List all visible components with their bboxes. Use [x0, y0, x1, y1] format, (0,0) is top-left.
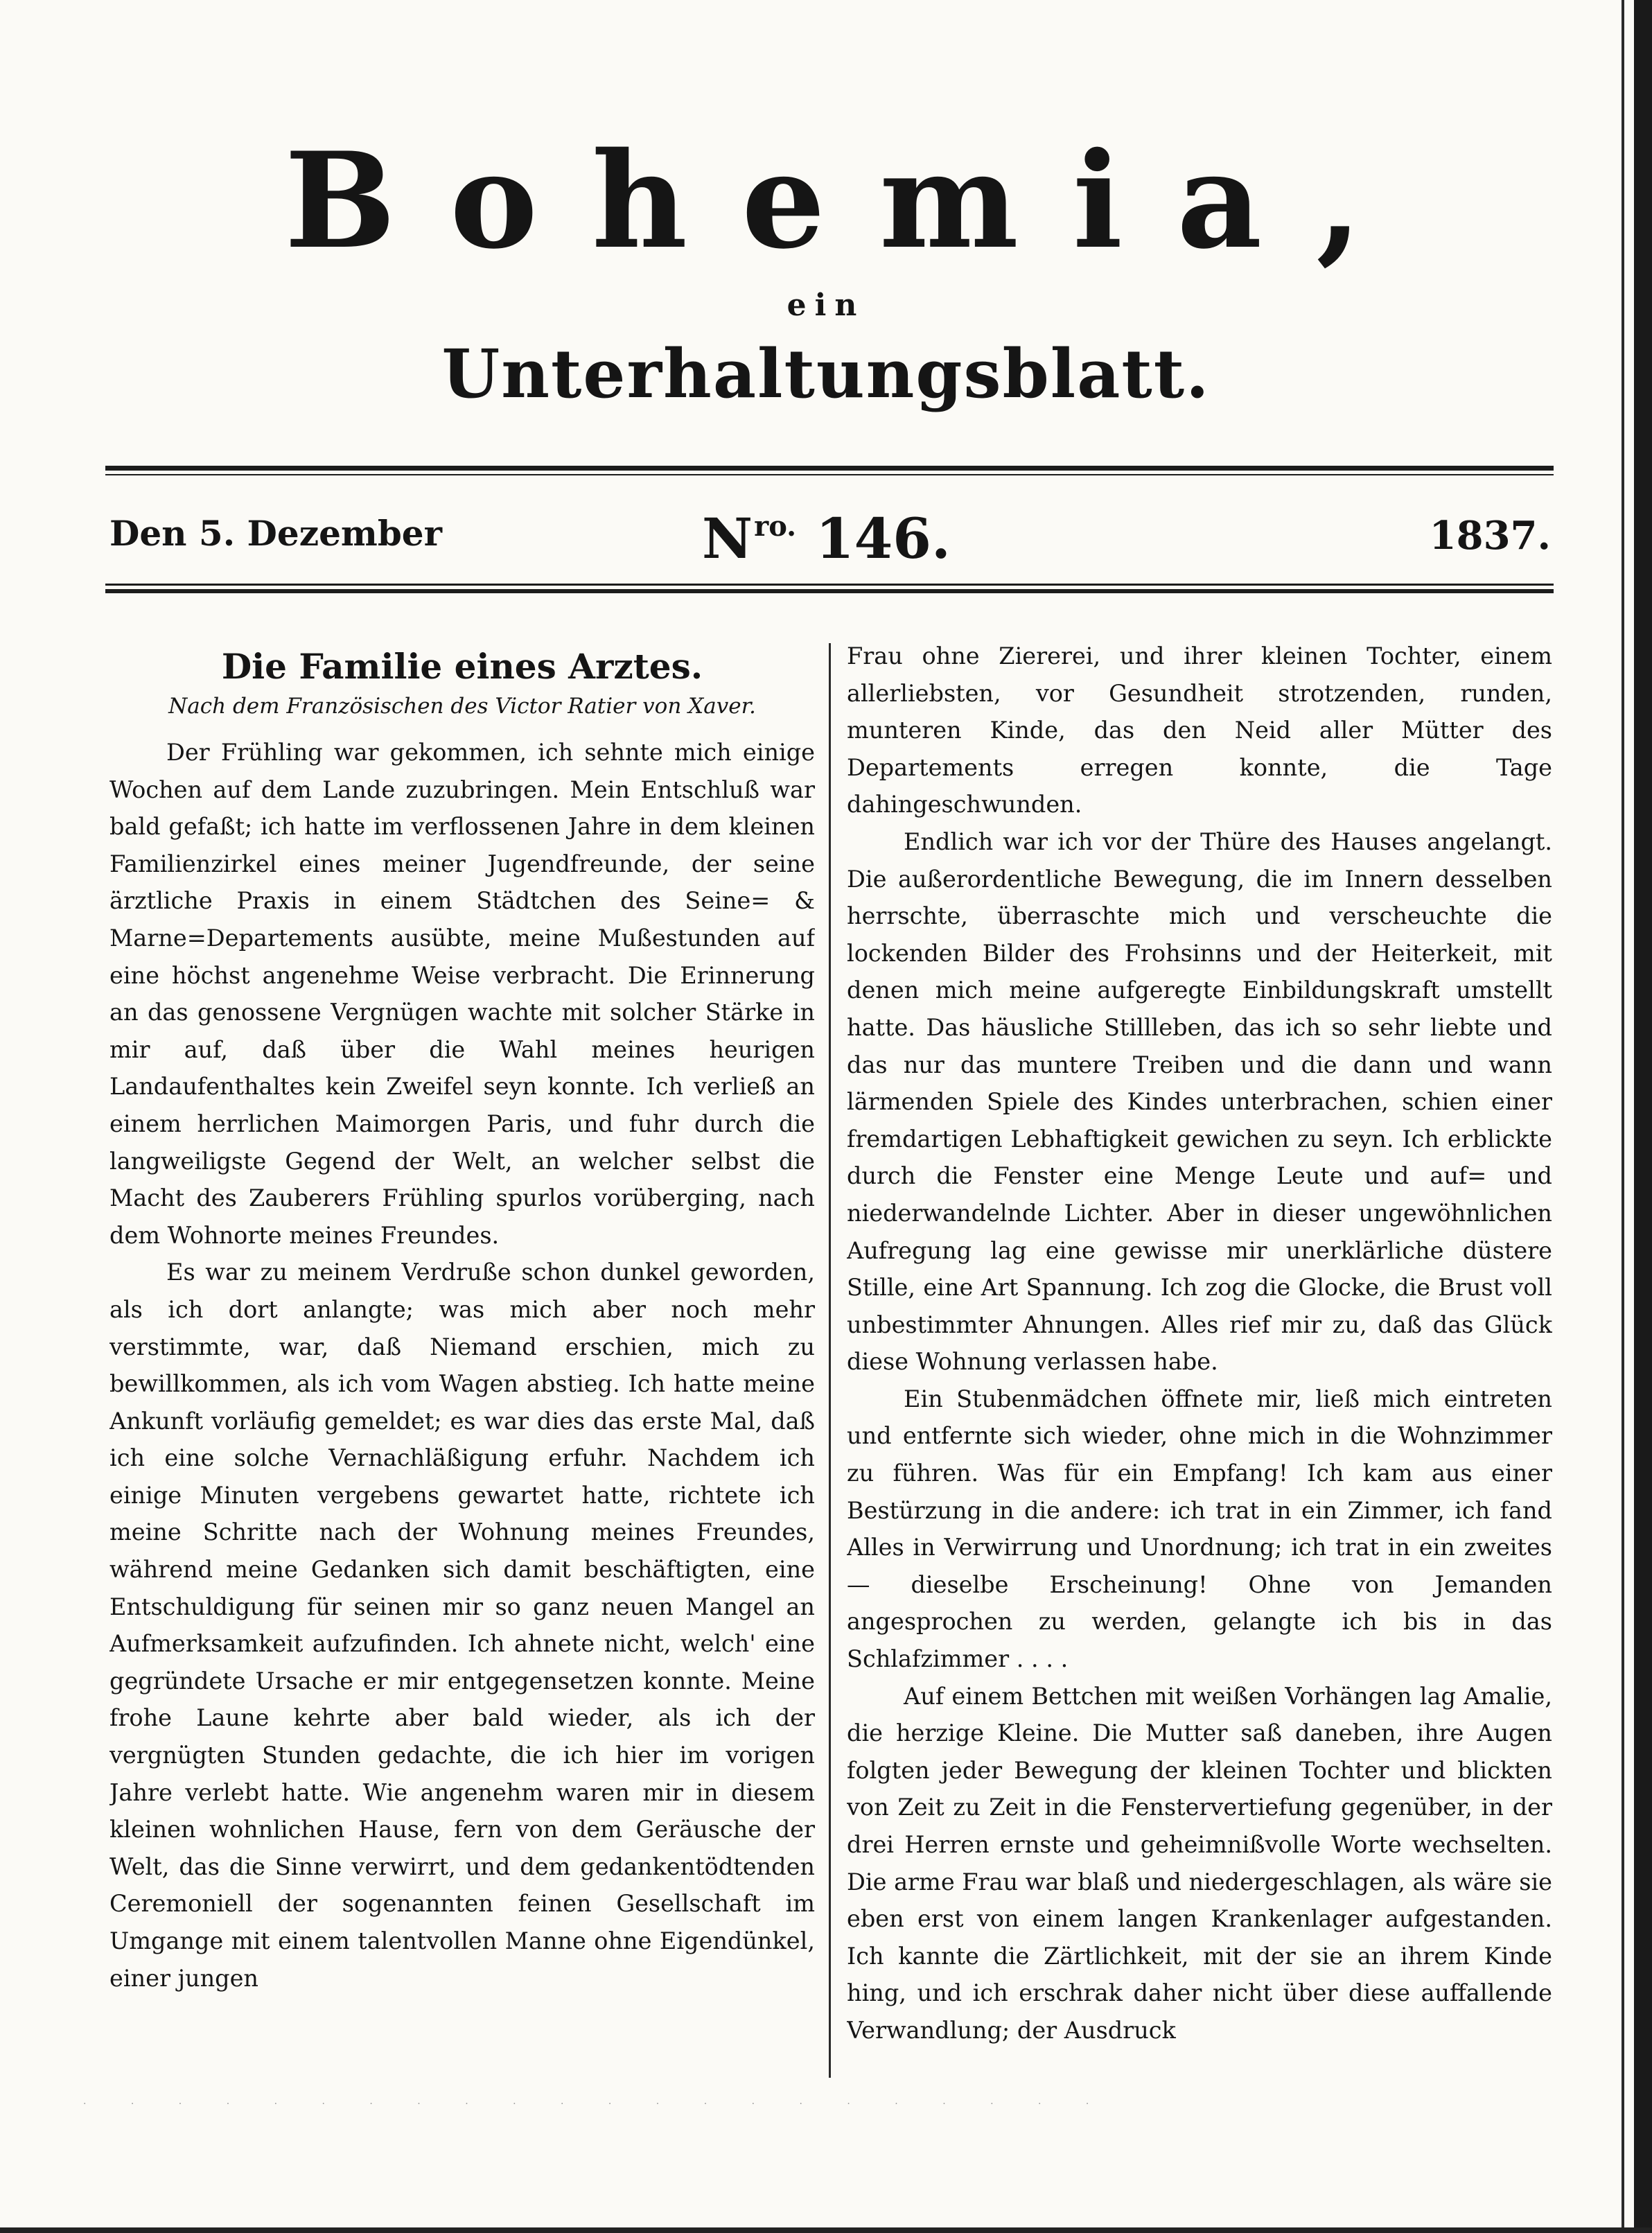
issue-number [702, 506, 951, 571]
paragraph: Endlich war ich vor der Thüre des Hauses angelangt. Die außerordentliche Bewegung, die im Innern desselben herrschte, überraschte mich und verscheuchte die lockenden Bilder des Frohsinns und der Heiterkeit, mit denen mich meine aufgeregte Einbildungskraft umstellt hatte. Das häusliche Stillleben, das ich so sehr liebte und das nur das muntere Treiben und die dann und wann lärmenden Spiele des Kindes unterbrachen, schien einer fremdartigen Lebhaftigkeit gewichen zu seyn. Ich erblickte durch die Fenster eine Menge Leute und auf= und niederwandelnde Lichter. Aber in dieser ungewöhnlichen Aufregung lag eine gewisse mir unerklärliche düstere Stille, eine Art Spannung. Ich zog die Glocke, die Brust voll unbestimmter Ahnungen. Alles rief mir zu, daß das Glück diese Wohnung verlassen habe. [847, 827, 1552, 1376]
newspaper-subtitle: Unterhaltungsblatt. [441, 335, 1211, 413]
column-left [109, 638, 815, 2079]
print-specks: · · · · · · · · · · · · · · · · · · · · · · [83, 2099, 1110, 2110]
article-credit: Nach dem Französischen des Victor Ratier von Xaver. [168, 694, 756, 719]
issue-date: Den 5. Dezember [109, 513, 442, 554]
paragraph-continued: Frau ohne Ziererei, und ihrer kleinen Tochter, einem allerliebsten, vor Gesundheit strotzenden, runden, munteren Kinde, das den Neid aller Mütter des Departements erregen konnte, die Tage dahingeschwunden. [847, 642, 1552, 818]
issue-number-value: 146. [815, 506, 951, 571]
page-edge-line [1622, 0, 1624, 2233]
masthead-ein: ein [787, 288, 865, 323]
paragraph: Es war zu meinem Verdruße schon dunkel geworden, als ich dort anlangte; was mich aber noch mehr verstimmte, war, daß Niemand erschien, mich zu bewillkommen, als ich vom Wagen abstieg. Ich hatte meine Ankunft vorläufig gemeldet; es war dies das erste Mal, daß ich eine solche Vernachläßigung erfuhr. Nachdem ich einige Minuten vergebens gewartet hatte, richtete ich meine Schritte nach der Wohnung meines Freundes, während meine Gedanken sich damit beschäftigten, eine Entschuldigung für seinen mir so ganz neuen Mangel an Aufmerksamkeit aufzufinden. Ich ahnete nicht, welch' eine gegründete Ursache er mir entgegensetzen konnte. Meine frohe Laune kehrte aber bald wieder, als ich der vergnügten Stunden gedachte, die ich hier im vorigen Jahre verlebt hatte. Wie angenehm waren mir in diesem kleinen wohnlichen Hause, fern von dem Geräusche der Welt, das die Sinne verwirrt, und dem gedankentödtenden Ceremoniell der sogenannten feinen Gesellschaft im Umgange mit einem talentvollen Manne ohne Eigendünkel, einer jungen [109, 1259, 815, 1992]
paragraph: Der Frühling war gekommen, ich sehnte mich einige Wochen auf dem Lande zuzubringen. Mein Entschluß war bald gefaßt; ich hatte im verflossenen Jahre in dem kleinen Familienzirkel eines meiner Jugendfreunde, der seine ärztliche Praxis in einem Städtchen des Seine= & Marne=Departements ausübte, meine Mußestunden auf eine höchst angenehme Weise verbracht. Die Erinnerung an das genossene Vergnügen wachte mit solcher Stärke in mir auf, daß über die Wahl meines heurigen Landaufenthaltes kein Zweifel seyn konnte. Ich verließ an einem herrlichen Maimorgen Paris, und fuhr durch die langweiligste Gegend der Welt, an welcher selbst die Macht des Zauberers Frühling spurlos vorüberging, nach dem Wohnorte meines Freundes. [109, 739, 815, 1249]
paragraph: Auf einem Bettchen mit weißen Vorhängen lag Amalie, die herzige Kleine. Die Mutter saß daneben, ihre Augen folgten jeder Bewegung der kleinen Tochter und blickten von Zeit zu Zeit in die Fenstervertiefung gegenüber, in der drei Herren ernste und geheimnißvolle Worte wechselten. Die arme Frau war blaß und niedergeschlagen, als wäre sie eben erst von einem langen Krankenlager aufgestanden. Ich kannte die Zärtlichkeit, mit der sie an ihrem Kinde hing, und ich erschrak daher nicht über diese auffallende Verwandlung; der Ausdruck [847, 1682, 1552, 2044]
dateline [109, 506, 1551, 571]
column-divider [829, 643, 831, 2078]
issue-prefix: N [702, 506, 753, 571]
page-edge-bottom [0, 2227, 1652, 2233]
bottom-rule-thin [105, 584, 1554, 586]
page-edge-right [1634, 0, 1652, 2233]
paragraph: Ein Stubenmädchen öffnete mir, ließ mich eintreten und entfernte sich wieder, ohne mich in die Wohnzimmer zu führen. Was für ein Empfang! Ich kam aus einer Bestürzung in die andere: ich trat in ein Zimmer, ich fand Alles in Verwirrung und Unordnung; ich trat in ein zweites — dieselbe Erscheinung! Ohne von Jemanden angesprochen zu werden, gelangte ich bis in das Schlafzimmer . . . . [847, 1385, 1552, 1673]
newspaper-title: Bohemia, [284, 123, 1416, 278]
bottom-rule-thick [105, 589, 1554, 593]
issue-sup: ro. [754, 510, 797, 543]
column-right [847, 638, 1552, 2079]
masthead [0, 123, 1652, 278]
top-rule-thin [105, 474, 1554, 475]
article-title: Die Familie eines Arztes. [221, 646, 703, 687]
issue-year: 1837. [1429, 513, 1551, 559]
top-rule-thick [105, 466, 1554, 471]
